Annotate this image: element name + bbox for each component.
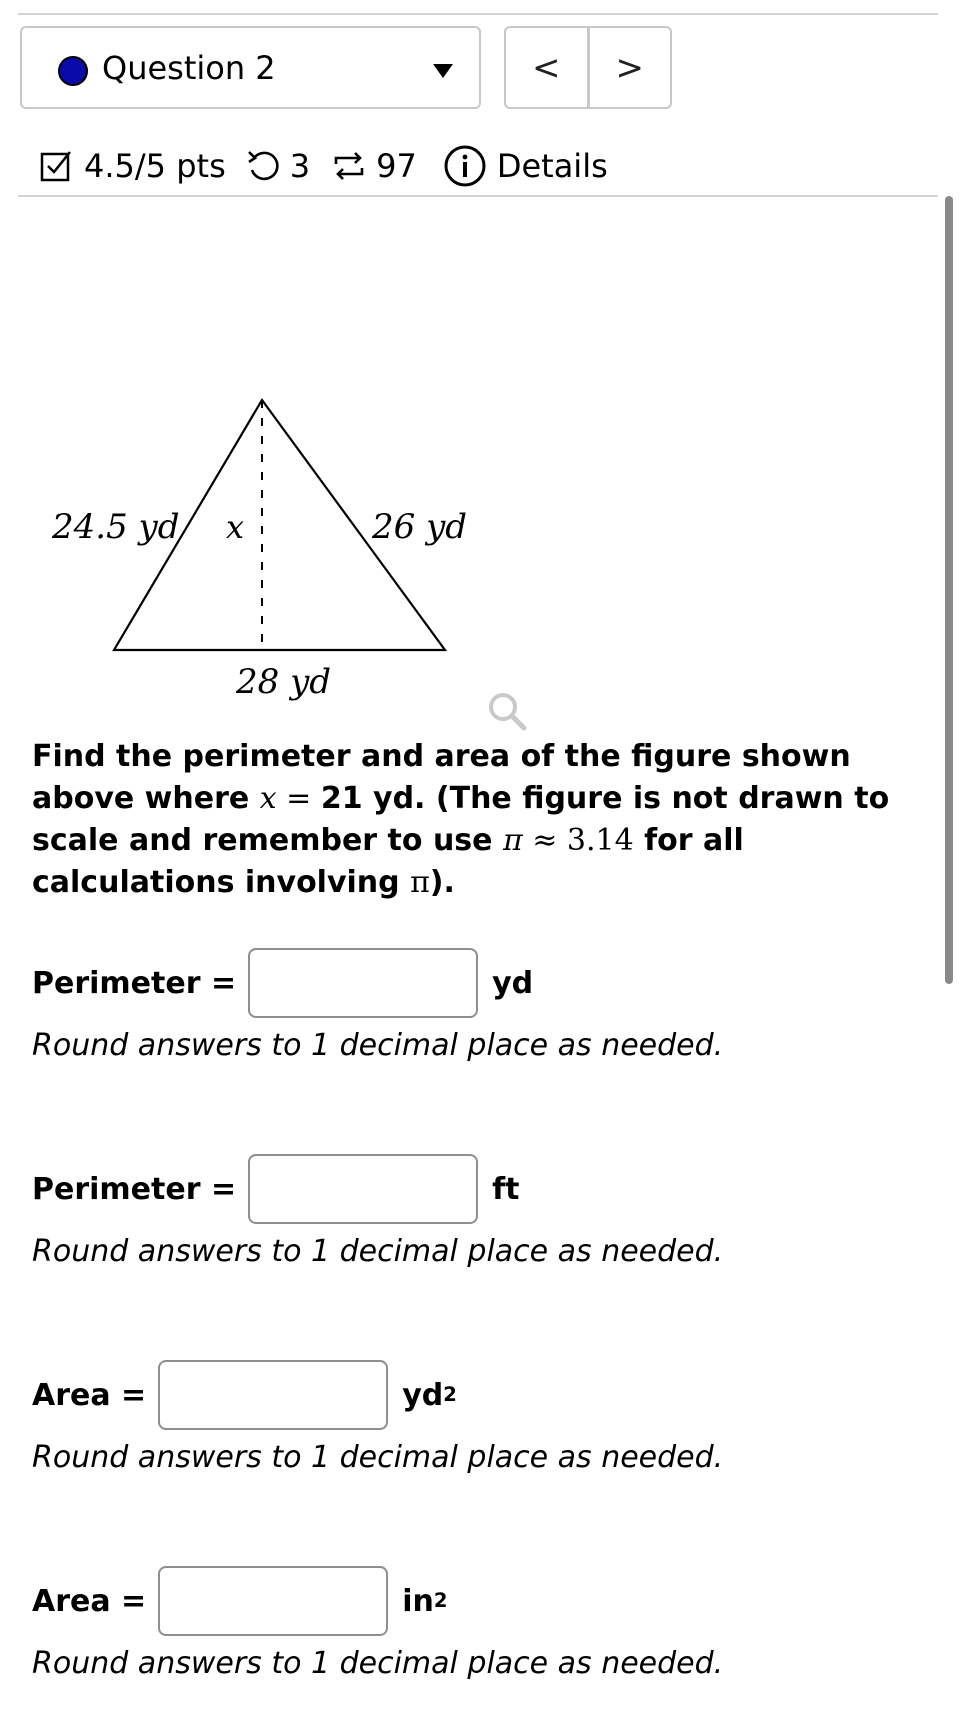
math-approx: ≈ 3.14: [522, 823, 634, 858]
answer-unit: yd: [402, 1377, 444, 1413]
question-meta: [40, 140, 608, 192]
answer-unit: ft: [492, 1171, 520, 1207]
next-question-button[interactable]: >: [587, 28, 671, 107]
area-yd2-input[interactable]: [158, 1360, 388, 1430]
retries-count: 3: [289, 147, 311, 185]
math-pi: π: [502, 823, 523, 858]
answer-row-area-yd2: Area = yd 2: [32, 1360, 457, 1430]
scrollbar[interactable]: [945, 196, 953, 984]
checkbox-icon: [40, 149, 74, 183]
answer-row-area-in2: Area = in 2: [32, 1566, 447, 1636]
attempts-count: 97: [376, 147, 417, 185]
question-text: [32, 736, 932, 904]
answer-label: Area =: [32, 1377, 147, 1413]
left-side-label: 24.5 yd: [52, 507, 180, 547]
answer-row-perimeter-yd: [32, 948, 533, 1018]
right-side-label: 26 yd: [372, 507, 468, 547]
rounding-hint: Round answers to 1 decimal place as needed.: [32, 1646, 724, 1681]
top-divider: [18, 13, 938, 15]
answer-label: Perimeter =: [32, 965, 237, 1001]
details-link[interactable]: Details: [496, 147, 608, 185]
question-label: Question 2: [102, 49, 276, 87]
answer-unit: yd: [492, 965, 534, 1001]
triangle-figure: [40, 390, 480, 710]
height-label: x: [226, 508, 245, 546]
question-selector[interactable]: [20, 26, 481, 109]
math-equals: =: [276, 781, 321, 816]
math-pi: π: [410, 865, 430, 900]
retry-icon: [246, 148, 282, 184]
dropdown-caret-icon: [433, 64, 453, 78]
question-text-part: 21 yd. (The figure is not drawn to scale and remember to use: [32, 781, 890, 858]
perimeter-yd-input[interactable]: [248, 948, 478, 1018]
rounding-hint: Round answers to 1 decimal place as needed.: [32, 1234, 724, 1269]
answer-unit: in: [402, 1583, 434, 1619]
rounding-hint: Round answers to 1 decimal place as needed.: [32, 1028, 724, 1063]
score-text: 4.5/5 pts: [84, 147, 226, 185]
magnifier-icon[interactable]: [486, 690, 528, 736]
question-text-part: for all calculations involving: [32, 823, 744, 900]
math-variable: x: [259, 781, 277, 816]
previous-question-button[interactable]: <: [532, 47, 561, 88]
rounding-hint: Round answers to 1 decimal place as needed.: [32, 1440, 724, 1475]
status-dot-icon: [58, 56, 88, 86]
question-nav: [504, 26, 672, 109]
base-label: 28 yd: [236, 662, 332, 702]
question-text-part: Find the perimeter and area of the figure shown above where: [32, 739, 851, 816]
answer-label: Area =: [32, 1583, 147, 1619]
info-icon[interactable]: [443, 144, 487, 188]
header-divider: [18, 195, 938, 197]
question-text-part: ).: [429, 865, 455, 900]
answer-row-perimeter-ft: [32, 1154, 520, 1224]
area-in2-input[interactable]: [158, 1566, 388, 1636]
perimeter-ft-input[interactable]: [248, 1154, 478, 1224]
attempts-icon: [330, 148, 368, 184]
answer-label: Perimeter =: [32, 1171, 237, 1207]
